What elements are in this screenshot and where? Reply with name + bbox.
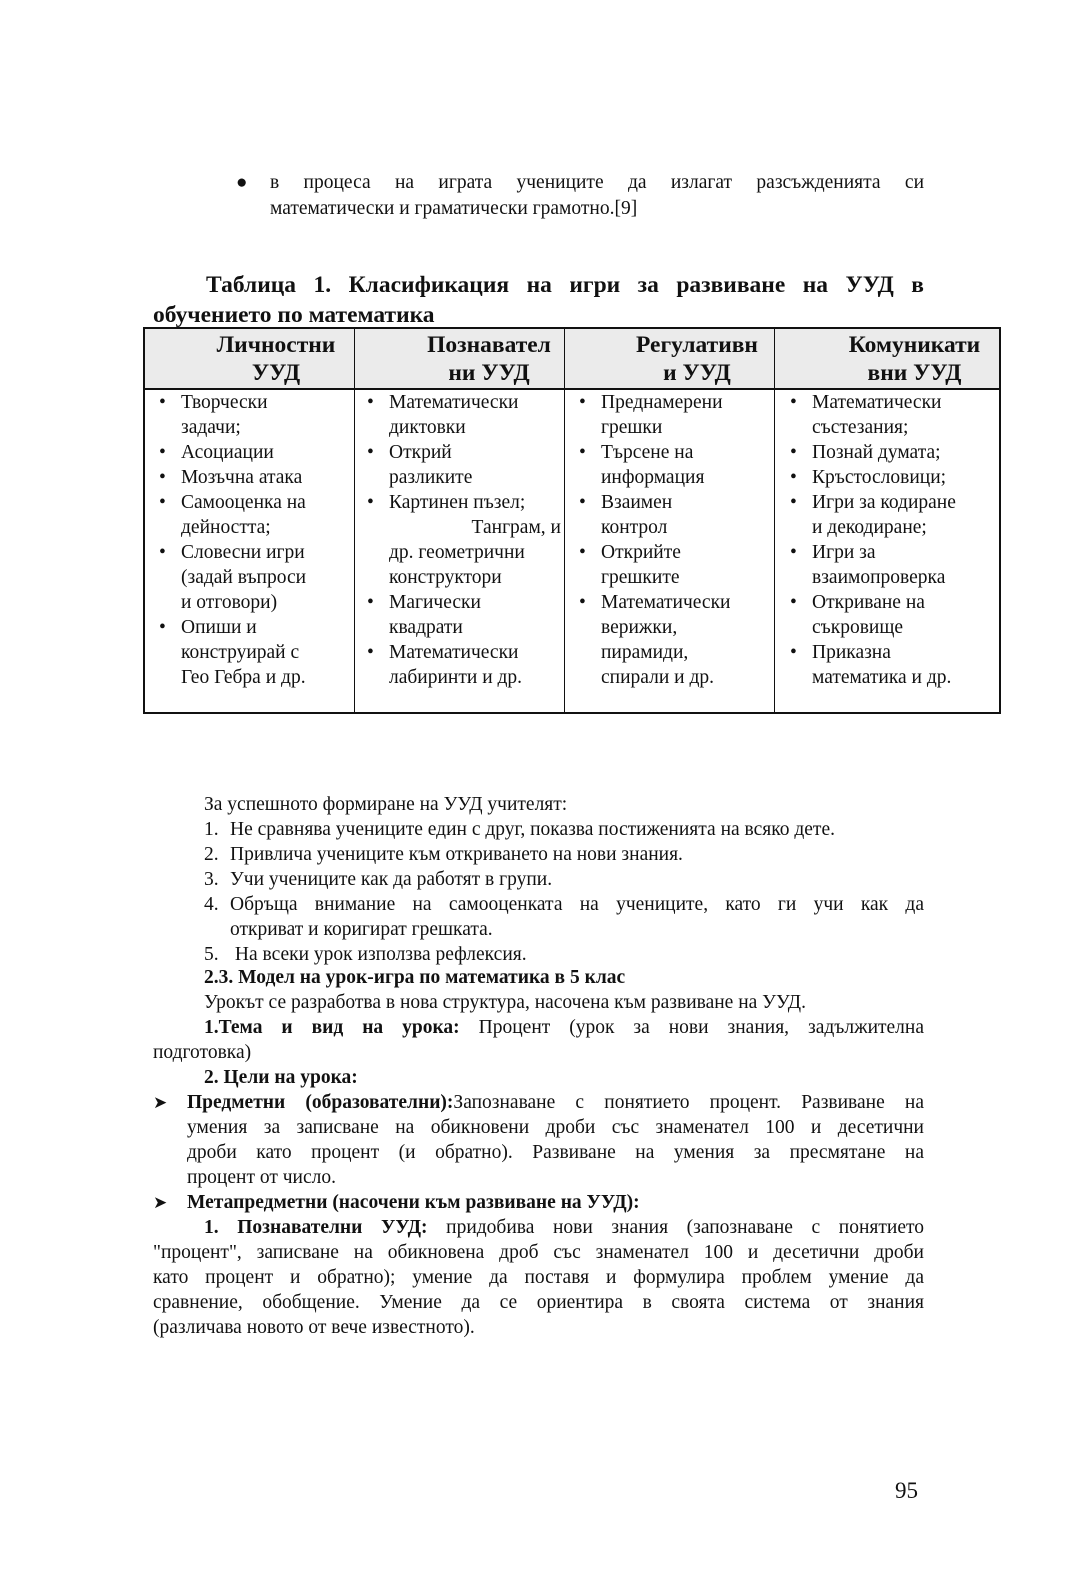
list-item: • Самооценка на дейността; bbox=[145, 490, 354, 540]
list-item: • Словесни игри (задай въпроси и отговори) bbox=[145, 540, 354, 615]
column-personal-uud bbox=[145, 390, 354, 690]
header-regulative-uud: Регулативн и УУД bbox=[636, 332, 758, 386]
list-item: • Мозъчна атака bbox=[145, 465, 354, 490]
list-item: 5. На всеки урок използва рефлексия. bbox=[204, 944, 527, 965]
list-item: • Игри за взаимопроверка bbox=[776, 540, 998, 590]
header-cognitive-uud: Познавател ни УУД bbox=[427, 332, 551, 386]
list-item: 4. Обръща внимание на самооценката на учениците, като ги учи как да откриват и коригират грешката. bbox=[204, 894, 924, 940]
meta-subject-title: Метапредметни (насочени към развиване на УУД): bbox=[187, 1192, 640, 1213]
cognitive-uud-paragraph: 1. Познавателни УУД: придобива нови знания (запознаване с понятието "процент", записване на обикновена дроб със знаменател 100 и десетични дроби като процент и обратно); умение да поставя и формулира проблем умение да сравнение, обобщение. Умение да се ориентира в своята система от знания (различава новото от вече известното). bbox=[153, 1217, 924, 1338]
teacher-intro: За успешното формиране на УУД учителят: bbox=[204, 794, 568, 815]
list-item: • Преднамерени грешки bbox=[565, 390, 773, 440]
list-item: • Творчески задачи; bbox=[145, 390, 354, 440]
column-cognitive-uud bbox=[353, 390, 561, 690]
list-item: • Открийте грешките bbox=[565, 540, 773, 590]
list-item: • Приказна математика и др. bbox=[776, 640, 998, 690]
list-item: • Игри за кодиране и декодиране; bbox=[776, 490, 998, 540]
page-number: 95 bbox=[895, 1478, 918, 1503]
lesson-topic-continued: подготовка) bbox=[153, 1042, 252, 1063]
list-item: • Асоциации bbox=[145, 440, 354, 465]
header-personal-uud: Личностни УУД bbox=[216, 332, 336, 386]
list-item: 2. Привлича учениците към откриването на нови знания. bbox=[204, 844, 683, 865]
header-communicative-uud: Комуникати вни УУД bbox=[848, 332, 981, 386]
list-item: • Познай думата; bbox=[776, 440, 998, 465]
list-item: 1. Не сравнява учениците един с друг, показва постиженията на всяко дете. bbox=[204, 819, 835, 840]
goals-title: 2. Цели на урока: bbox=[204, 1067, 358, 1088]
section-title: 2.3. Модел на урок-игра по математика в 5 клас bbox=[204, 967, 626, 988]
section-intro: Урокът се разработва в нова структура, насочена към развиване на УУД. bbox=[204, 992, 806, 1013]
arrow-bullet-icon: ➤ bbox=[153, 1093, 168, 1112]
column-regulative-uud bbox=[565, 390, 773, 690]
table-caption-line-1: Таблица 1. Класификация на игри за развиване на УУД в bbox=[206, 272, 924, 298]
list-item: • Откриване на съкровище bbox=[776, 590, 998, 640]
list-item: 3. Учи учениците как да работят в групи. bbox=[204, 869, 553, 890]
intro-bullet-line-2: математически и граматически грамотно.[9] bbox=[270, 198, 638, 219]
bullet-dot-icon: ● bbox=[236, 172, 248, 193]
uud-classification-table bbox=[143, 327, 1001, 714]
subject-goals: Предметни (образователни):Запознаване с понятието процент. Развиване на умения за записване на обикновени дроби със знаменател 100 и десетични дроби като процент (и обратно). Развиване на умения за пресмятане на процент от число. bbox=[187, 1092, 924, 1188]
list-item: • Математически състезания; bbox=[776, 390, 998, 440]
list-item: • Опиши и конструирай с Гео Гебра и др. bbox=[145, 615, 354, 690]
list-item: • Картинен пъзел; Танграм, и др. геометрични конструктори bbox=[353, 490, 561, 590]
list-item: • Математически диктовки bbox=[353, 390, 561, 440]
list-item: • Взаимен контрол bbox=[565, 490, 773, 540]
table-caption-line-2: обучението по математика bbox=[153, 302, 435, 328]
list-item: • Открий разликите bbox=[353, 440, 561, 490]
list-item: • Търсене на информация bbox=[565, 440, 773, 490]
list-item: • Математически лабиринти и др. bbox=[353, 640, 561, 690]
list-item: • Магически квадрати bbox=[353, 590, 561, 640]
arrow-bullet-icon: ➤ bbox=[153, 1193, 168, 1212]
teacher-list bbox=[204, 817, 924, 967]
lesson-topic: 1.Тема и вид на урока: Процент (урок за нови знания, задължителна bbox=[204, 1017, 925, 1038]
list-item: • Математически верижки, пирамиди, спирали и др. bbox=[565, 590, 773, 690]
column-communicative-uud bbox=[776, 390, 998, 690]
intro-bullet-line-1: в процеса на играта учениците да излагат разсъжденията си bbox=[270, 172, 924, 193]
list-item: • Кръстословици; bbox=[776, 465, 998, 490]
